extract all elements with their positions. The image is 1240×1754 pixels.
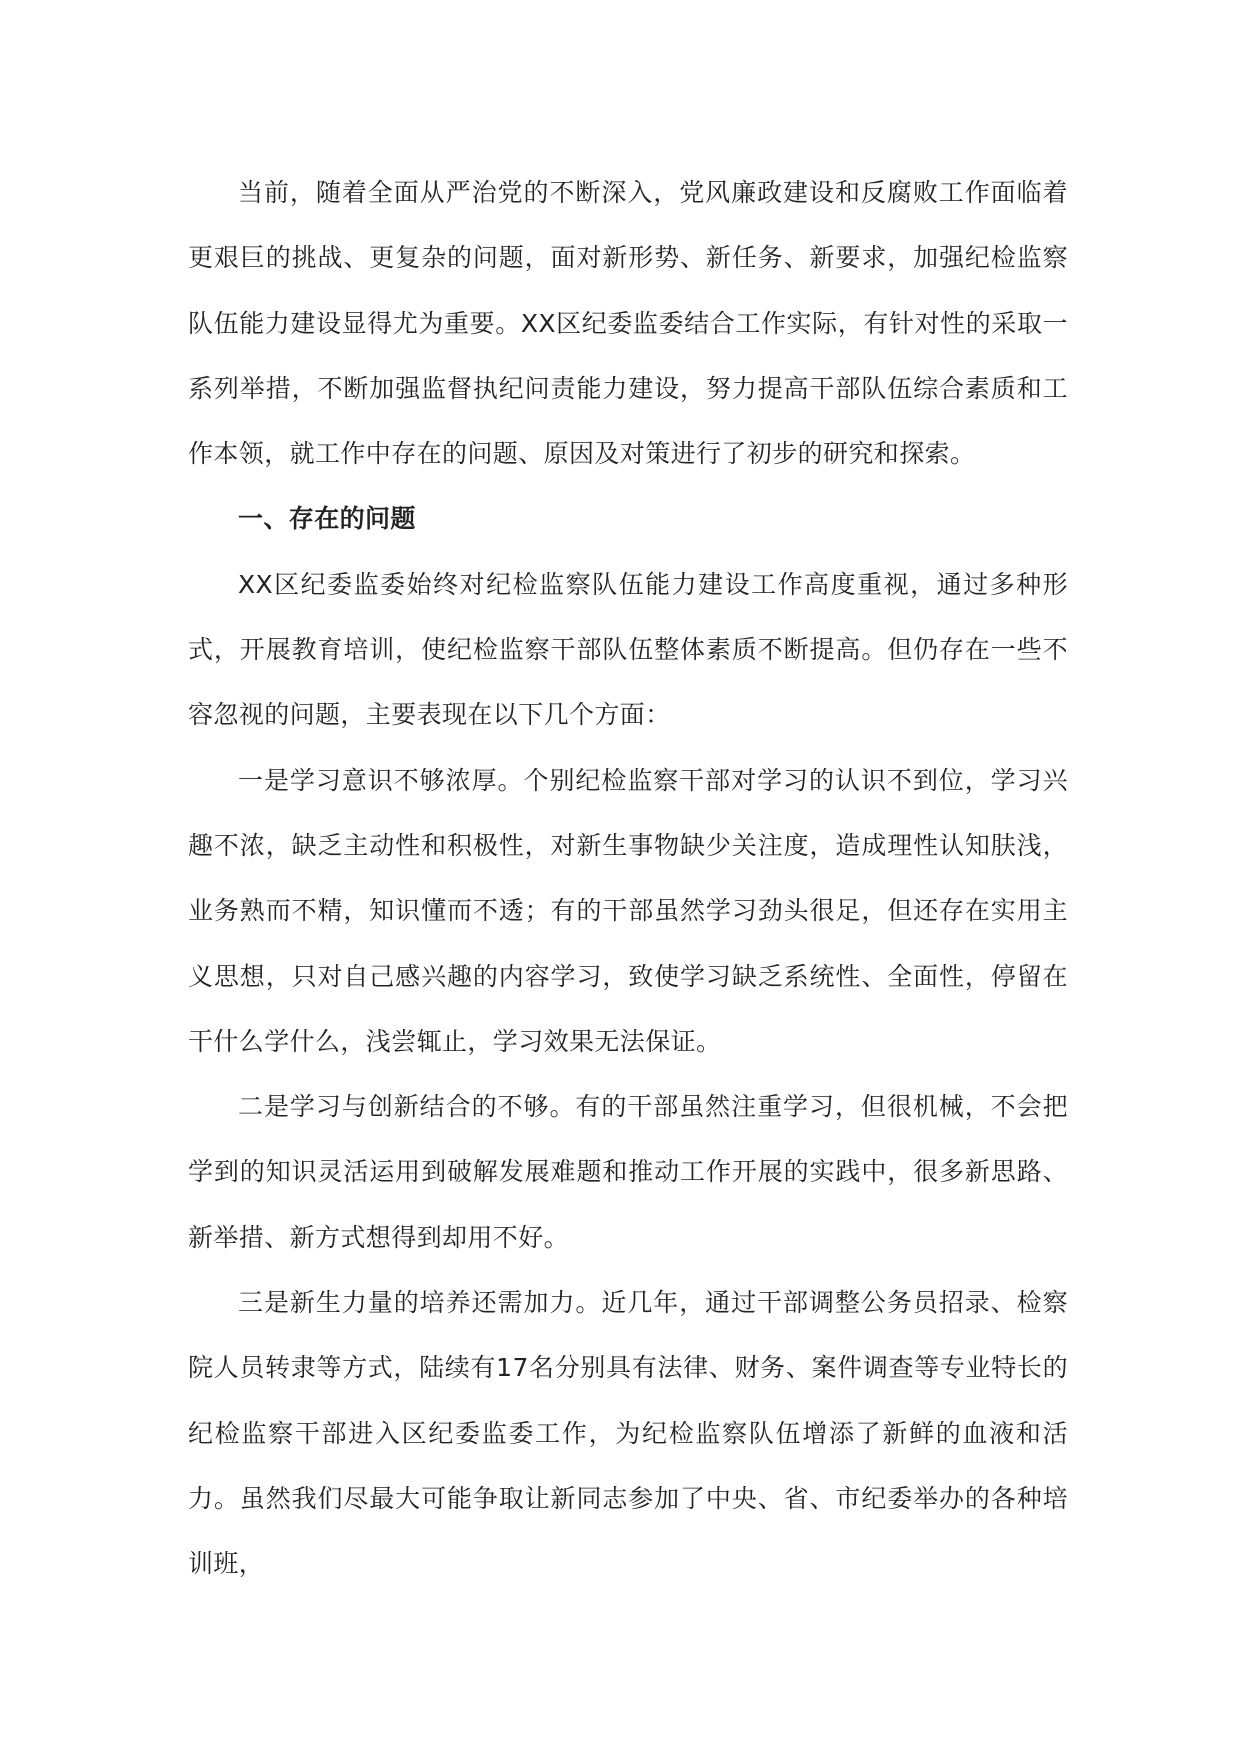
point-two-paragraph: 二是学习与创新结合的不够。有的干部虽然注重学习，但很机械，不会把学到的知识灵活运用到破解发展难题和推动工作开展的实践中，很多新思路、新举措、新方式想得到却用不好。: [188, 1092, 1068, 1252]
point-three-paragraph: 三是新生力量的培养还需加力。近几年，通过干部调整公务员招录、检察院人员转隶等方式，陆续有17名分别具有法律、财务、案件调查等专业特长的纪检监察干部进入区纪委监委工作，为纪检监察队伍增添了新鲜的血液和活力。虽然我们尽最大可能争取让新同志参加了中央、省、市纪委举办的各种培训班，: [188, 1288, 1068, 1579]
section-intro-paragraph: XX区纪委监委始终对纪检监察队伍能力建设工作高度重视，通过多种形式，开展教育培训，使纪检监察干部队伍整体素质不断提高。但仍存在一些不容忽视的问题，主要表现在以下几个方面：: [188, 569, 1068, 730]
document-body: [188, 160, 1068, 1597]
section-heading: 一、存在的问题: [238, 504, 416, 534]
intro-paragraph: 当前，随着全面从严治党的不断深入，党风廉政建设和反腐败工作面临着更艰巨的挑战、更复杂的问题，面对新形势、新任务、新要求，加强纪检监察队伍能力建设显得尤为重要。XX区纪委监委结合工作实际，有针对性的采取一系列举措，不断加强监督执纪问责能力建设，努力提高干部队伍综合素质和工作本领，就工作中存在的问题、原因及对策进行了初步的研究和探索。: [188, 178, 1068, 469]
point-one-paragraph: 一是学习意识不够浓厚。个别纪检监察干部对学习的认识不到位，学习兴趣不浓，缺乏主动性和积极性，对新生事物缺少关注度，造成理性认知肤浅，业务熟而不精，知识懂而不透；有的干部虽然学习劲头很足，但还存在实用主义思想，只对自己感兴趣的内容学习，致使学习缺乏系统性、全面性，停留在干什么学什么，浅尝辄止，学习效果无法保证。: [188, 765, 1068, 1056]
